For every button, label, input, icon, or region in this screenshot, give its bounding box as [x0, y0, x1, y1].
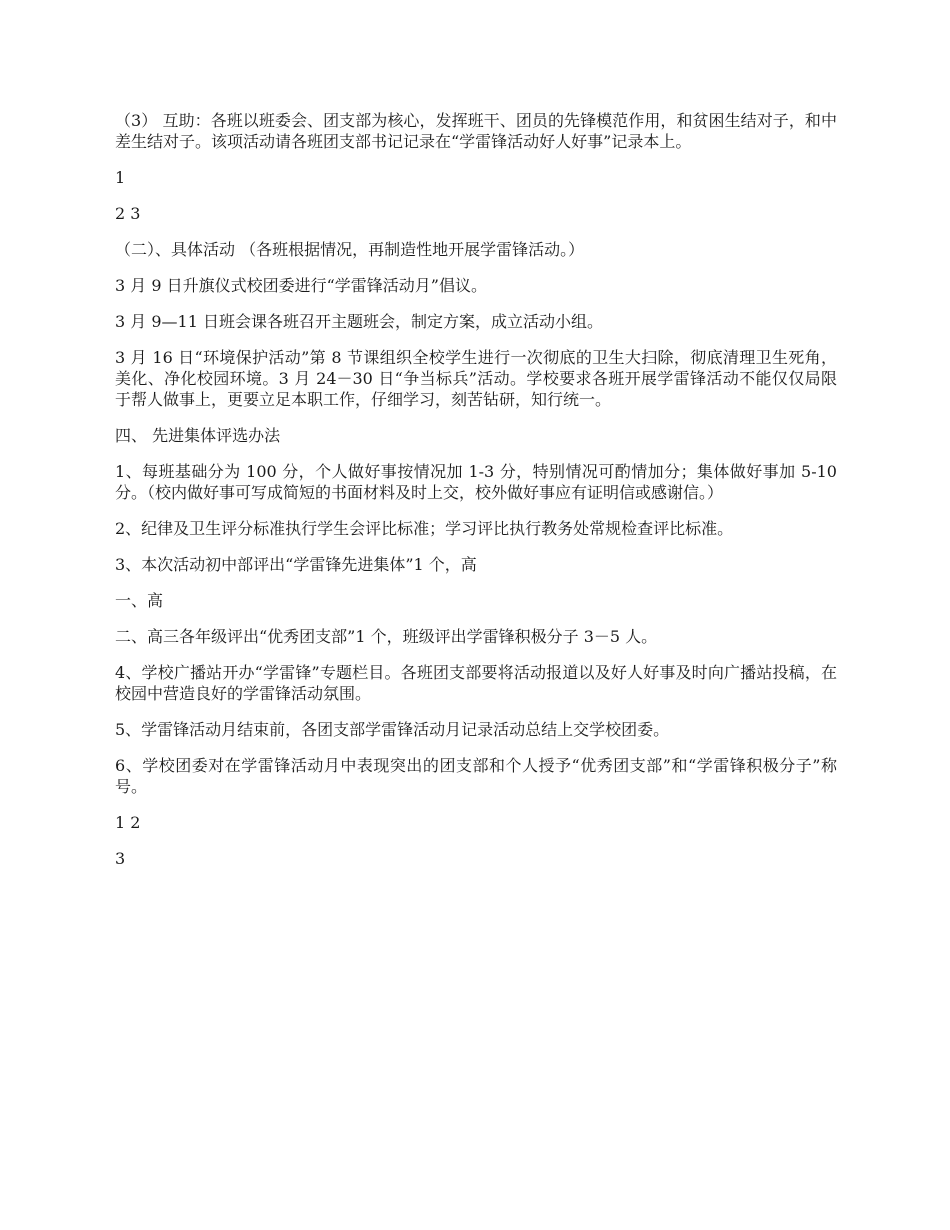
paragraph-mutual-help: （3） 互助：各班以班委会、团支部为核心，发挥班干、团员的先锋模范作用，和贫困生结对子，和中差生结对子。该项活动请各班团支部书记记录在“学雷锋活动好人好事”记录本上。: [115, 111, 837, 151]
section-heading-specific-activities: （二）、具体活动 （各班根据情况，再制造性地开展学雷锋活动。）: [115, 240, 585, 259]
section-heading-evaluation: 四、 先进集体评选办法: [115, 426, 281, 445]
paragraph-march-9-11-meeting: 3 月 9—11 日班会课各班召开主题班会，制定方案，成立活动小组。: [115, 312, 603, 331]
paragraph-grade-two-three: 二、高三各年级评出“优秀团支部”1 个，班级评出学雷锋积极分子 3－5 人。: [115, 627, 658, 646]
paragraph-rule-3-collective: 3、本次活动初中部评出“学雷锋先进集体”1 个，高: [115, 555, 477, 574]
paragraph-rule-6-awards: 6、学校团委对在学雷锋活动月中表现突出的团支部和个人授予“优秀团支部”和“学雷锋积极分子”称号。: [115, 756, 837, 796]
paragraph-number-2-3: 2 3: [115, 204, 141, 223]
paragraph-number-3: 3: [115, 849, 126, 868]
paragraph-rule-4-broadcast: 4、学校广播站开办“学雷锋”专题栏目。各班团支部要将活动报道以及好人好事及时向广播站投稿，在校园中营造良好的学雷锋活动氛围。: [115, 663, 837, 703]
paragraph-march-9-flag: 3 月 9 日升旗仪式校团委进行“学雷锋活动月”倡议。: [115, 276, 487, 295]
paragraph-march-16-environment: 3 月 16 日“环境保护活动”第 8 节课组织全校学生进行一次彻底的卫生大扫除，彻底清理卫生死角，美化、净化校园环境。3 月 24－30 日“争当标兵”活动。学校要求各班开展学雷锋活动不能仅仅局限于帮人做事上，更要立足本职工作，仔细学习，刻苦钻研，知行统一。: [115, 348, 837, 409]
paragraph-number-1-2: 1 2: [115, 813, 141, 832]
paragraph-rule-5-summary: 5、学雷锋活动月结束前，各团支部学雷锋活动月记录活动总结上交学校团委。: [115, 720, 670, 739]
paragraph-grade-one: 一、高: [115, 591, 164, 610]
document-page: [115, 110, 837, 884]
paragraph-number-1: 1: [115, 168, 126, 187]
paragraph-rule-2-standards: 2、纪律及卫生评分标准执行学生会评比标准；学习评比执行教务处常规检查评比标准。: [115, 519, 734, 538]
paragraph-rule-1-scoring: 1、每班基础分为 100 分，个人做好事按情况加 1-3 分，特别情况可酌情加分；集体做好事加 5-10 分。（校内做好事可写成简短的书面材料及时上交，校外做好事应有证明信或感谢信。）: [115, 462, 837, 502]
